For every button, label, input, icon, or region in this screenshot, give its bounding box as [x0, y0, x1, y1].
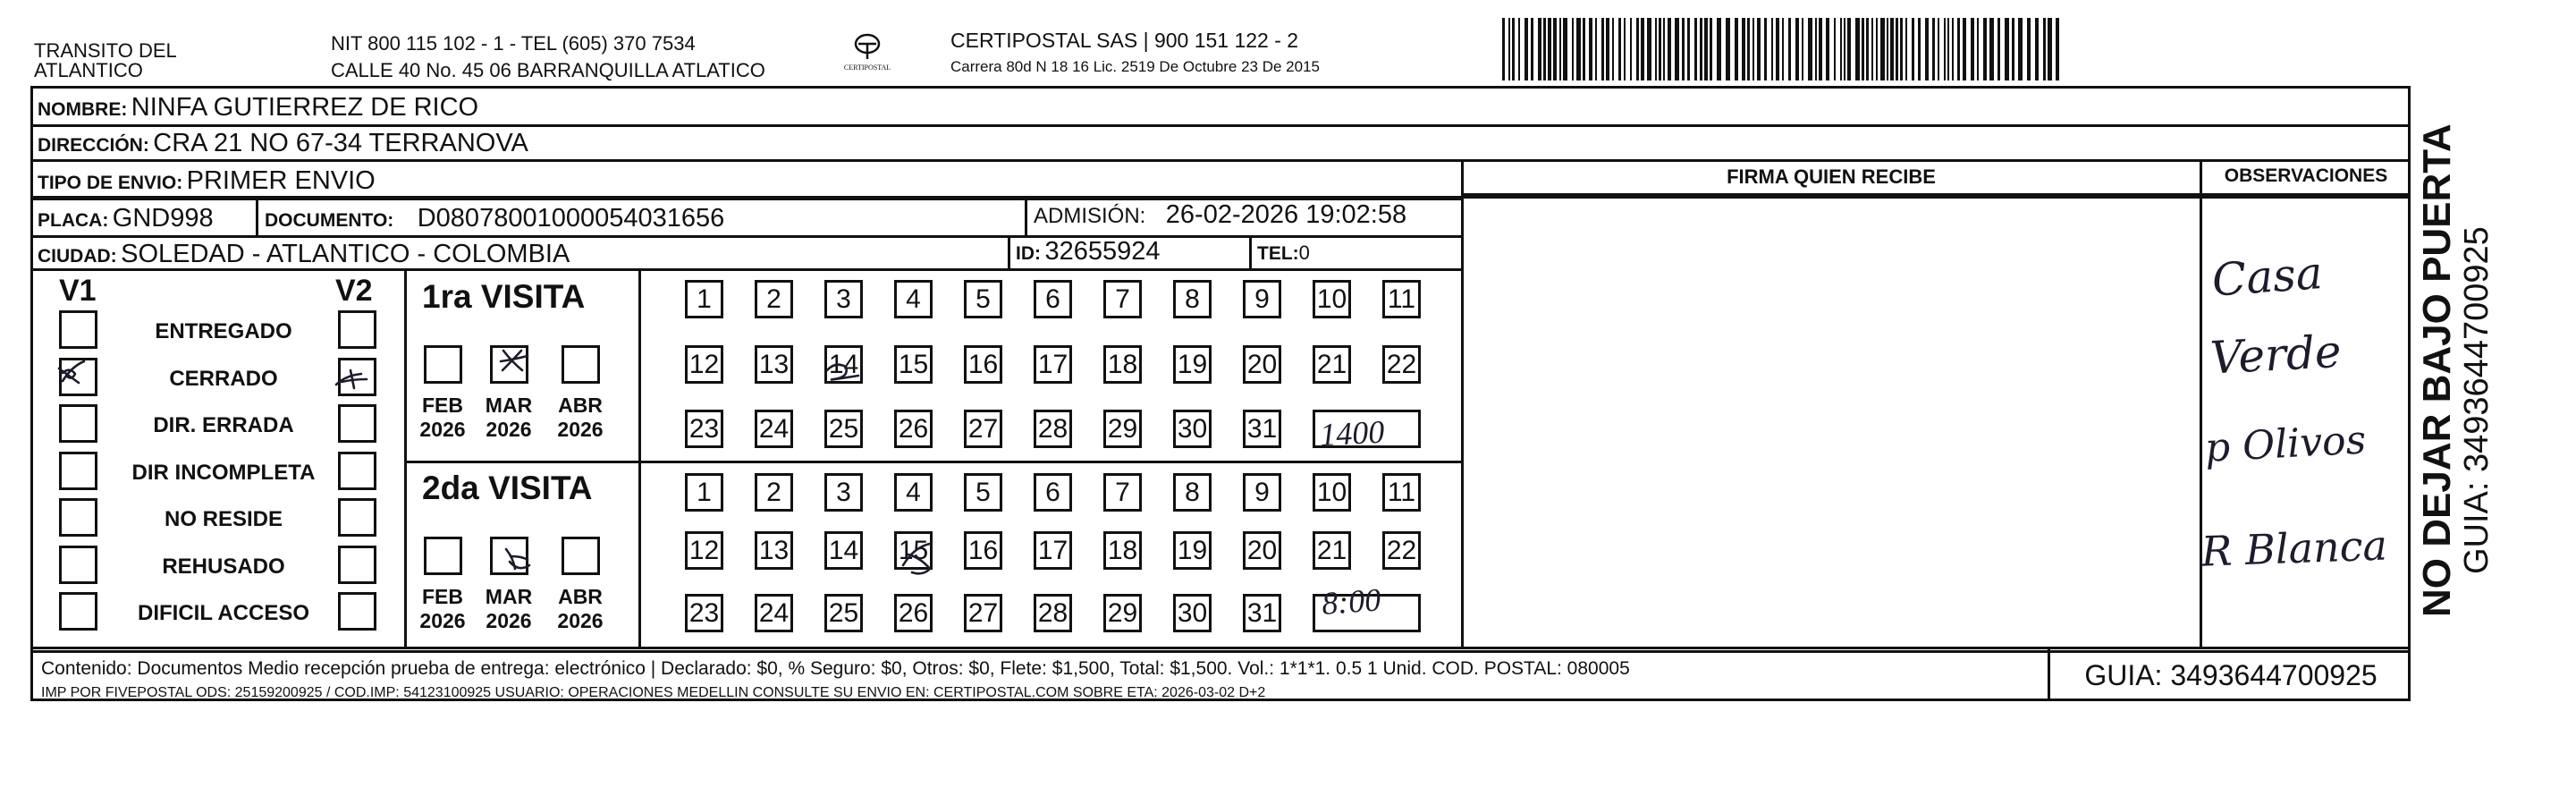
admision-value: 26-02-2026 19:02:58: [1165, 200, 1407, 229]
footer-frame: [30, 647, 2411, 701]
month-year: 2026: [486, 418, 532, 441]
v1-header: V1: [59, 274, 97, 308]
visit-2-title: 2da VISITA: [422, 470, 593, 506]
visit-2-day-box[interactable]: 9: [1243, 473, 1281, 512]
month-name: ABR: [558, 585, 603, 608]
nombre-value: NINFA GUTIERREZ DE RICO: [131, 93, 479, 122]
visit-1-day-box[interactable]: 12: [685, 345, 723, 384]
visit-1-day-box[interactable]: 20: [1243, 345, 1281, 384]
visit-1-day-box[interactable]: 17: [1034, 345, 1072, 384]
visit-1-day-box[interactable]: 21: [1313, 345, 1351, 384]
status-label: DIR. ERRADA: [153, 413, 294, 437]
status-label: ENTREGADO: [155, 319, 292, 343]
visit-2-day-box[interactable]: 17: [1034, 531, 1072, 570]
tipo-label: TIPO DE ENVIO:: [38, 173, 183, 193]
month-name: MAR: [485, 394, 533, 417]
visit-2-day-box[interactable]: 4: [894, 473, 933, 512]
status-label: DIR INCOMPLETA: [131, 460, 316, 485]
visit-2-day-box[interactable]: 5: [964, 473, 1002, 512]
visit-1-day-14-mark: [827, 365, 858, 380]
company-line: CERTIPOSTAL SAS | 900 151 122 - 2: [950, 29, 1299, 52]
side-guia-text: GUIA: 3493644700925: [2458, 226, 2496, 574]
visit-2-day-box[interactable]: 26: [894, 594, 933, 632]
visit-2-day-box[interactable]: 15: [894, 531, 933, 570]
visit-1-day-box[interactable]: 28: [1034, 410, 1072, 448]
visit-2-day-box[interactable]: 10: [1313, 473, 1351, 512]
visit-1-day-box[interactable]: 27: [964, 410, 1002, 448]
visit-1-day-box[interactable]: 5: [964, 280, 1002, 318]
nit-line: NIT 800 115 102 - 1 - TEL (605) 370 7534: [331, 32, 696, 55]
status-label: DIFICIL ACCESO: [137, 601, 309, 625]
firma-header: FIRMA QUIEN RECIBE: [1727, 165, 1936, 188]
visit-1-day-box[interactable]: 1: [685, 280, 723, 318]
visit-2-day-box[interactable]: 21: [1313, 531, 1351, 570]
direccion-value: CRA 21 NO 67-34 TERRANOVA: [153, 129, 528, 157]
v2-header: V2: [335, 274, 373, 308]
tel-label: TEL:: [1257, 243, 1299, 264]
obs-line-1: Casa: [2210, 247, 2325, 307]
month-year: 2026: [419, 609, 466, 632]
visit-1-day-box[interactable]: 9: [1243, 280, 1281, 318]
no-dejar-text: NO DEJAR BAJO PUERTA: [2415, 123, 2459, 617]
visit-2-day-box[interactable]: 28: [1034, 594, 1072, 632]
visit-2-day-box[interactable]: 29: [1103, 594, 1142, 632]
visit-1-day-box[interactable]: 31: [1243, 410, 1281, 448]
visit-2-day-box[interactable]: 22: [1382, 531, 1421, 570]
documento-label: DOCUMENTO:: [265, 210, 394, 231]
visit-1-day-box[interactable]: 13: [755, 345, 793, 384]
address-line: CALLE 40 No. 45 06 BARRANQUILLA ATLATICO: [331, 59, 765, 81]
visit-2-day-box[interactable]: 7: [1103, 473, 1142, 512]
obs-line-4: R Blanca: [2200, 521, 2388, 576]
visit-2-day-box[interactable]: 30: [1173, 594, 1212, 632]
visit-2-day-box[interactable]: 1: [685, 473, 723, 512]
obs-line-2: Verde: [2209, 325, 2343, 385]
visit-2-day-box[interactable]: 3: [824, 473, 863, 512]
visit-2-day-box[interactable]: 12: [685, 531, 723, 570]
visit-2-day-box[interactable]: 6: [1034, 473, 1072, 512]
id-label: ID:: [1016, 243, 1041, 264]
sender-line-2: ATLANTICO: [34, 59, 143, 81]
ciudad-value: SOLEDAD - ATLANTICO - COLOMBIA: [121, 240, 570, 268]
documento-value: D08078001000054031656: [417, 204, 725, 233]
visit-1-day-box[interactable]: 3: [824, 280, 863, 318]
visit-2-day-box[interactable]: 24: [755, 594, 793, 632]
month-name: ABR: [558, 394, 603, 417]
month-year: 2026: [557, 609, 604, 632]
visit-2-day-box[interactable]: 8: [1173, 473, 1212, 512]
visit-1-day-box[interactable]: 2: [755, 280, 793, 318]
month-year: 2026: [557, 418, 604, 441]
visit-2-day-box[interactable]: 25: [824, 594, 863, 632]
visit-1-day-box[interactable]: 18: [1103, 345, 1142, 384]
visit-2-day-box[interactable]: 31: [1243, 594, 1281, 632]
visit-1-day-box[interactable]: 30: [1173, 410, 1212, 448]
visit-2-day-box[interactable]: 18: [1103, 531, 1142, 570]
status-label: REHUSADO: [162, 554, 285, 579]
imp-line-text: IMP POR FIVEPOSTAL ODS: 25159200925 / COD.IMP: 54123100925 USUARIO: OPERACIONES MEDELLIN CONSULTE SU ENVIO EN: CERTIPOSTAL.COM SOBRE ETA: 2026-03-02 D+2: [41, 685, 1266, 700]
ciudad-label: CIUDAD:: [38, 246, 117, 267]
visit-2-day-box[interactable]: 14: [824, 531, 863, 570]
tipo-value: PRIMER ENVIO: [186, 166, 376, 195]
visit-2-day-15-mark: [903, 544, 930, 573]
tel-value: 0: [1298, 241, 1310, 264]
admision-label: ADMISIÓN:: [1034, 204, 1146, 228]
visit-2-day-box[interactable]: 19: [1173, 531, 1212, 570]
sender-line-1: TRANSITO DEL: [34, 39, 177, 62]
visit-1-day-box[interactable]: 8: [1173, 280, 1212, 318]
placa-value: GND998: [112, 204, 214, 233]
logo-text: CERTIPOSTAL: [843, 64, 891, 72]
month-year: 2026: [419, 418, 466, 441]
direccion-label: DIRECCIÓN:: [38, 135, 149, 156]
visit-1-day-box[interactable]: 24: [755, 410, 793, 448]
visit-1-day-box[interactable]: 7: [1103, 280, 1142, 318]
visit-1-mar-mark: [501, 351, 528, 370]
visit-2-day-box[interactable]: 2: [755, 473, 793, 512]
visit-1-day-box[interactable]: 11: [1382, 280, 1421, 318]
visit-2-day-box[interactable]: 16: [964, 531, 1002, 570]
visit-2-day-box[interactable]: 13: [755, 531, 793, 570]
month-year: 2026: [486, 609, 532, 632]
visit-1-day-box[interactable]: 15: [894, 345, 933, 384]
visit-1-day-box[interactable]: 16: [964, 345, 1002, 384]
visit-1-day-box[interactable]: 4: [894, 280, 933, 318]
visit-1-title: 1ra VISITA: [422, 278, 586, 315]
contenido-text: Contenido: Documentos Medio recepción prueba de entrega: electrónico | Declarado: $0, % Seguro: $0, Otros: $0, Flete: $1,500, Total: $1,500. Vol.: 1*1*1. 0.5 1 Unid. COD. POSTAL: 080005: [41, 658, 1630, 679]
obs-line-3: p Olivos: [2203, 417, 2368, 471]
month-name: MAR: [485, 585, 533, 608]
side-vertical: [2416, 98, 2495, 617]
visit-1-day-box[interactable]: 25: [824, 410, 863, 448]
visit-1-day-box[interactable]: 23: [685, 410, 723, 448]
visit-1-day-box[interactable]: 26: [894, 410, 933, 448]
month-name: FEB: [422, 585, 463, 608]
visit-2-day-box[interactable]: 27: [964, 594, 1002, 632]
visit-1-day-box[interactable]: 29: [1103, 410, 1142, 448]
status-label: NO RESIDE: [164, 507, 283, 531]
status-label: CERRADO: [169, 366, 278, 391]
visit-2-day-box[interactable]: 11: [1382, 473, 1421, 512]
v1-cerrado-mark: [59, 361, 84, 383]
visit-1-day-box[interactable]: 10: [1313, 280, 1351, 318]
visit-1-day-box[interactable]: 22: [1382, 345, 1421, 384]
nombre-label: NOMBRE:: [38, 99, 128, 120]
visit-2-day-box[interactable]: 23: [685, 594, 723, 632]
visit-1-day-box[interactable]: 6: [1034, 280, 1072, 318]
month-name: FEB: [422, 394, 463, 417]
visit-2-day-box[interactable]: 20: [1243, 531, 1281, 570]
v2-cerrado-mark: [336, 370, 367, 388]
id-value: 32655924: [1044, 237, 1161, 266]
visit-2-time-text: 8:00: [1320, 581, 1382, 622]
visit-1-day-box[interactable]: 14: [824, 345, 863, 384]
visit-1-time-text: 1400: [1319, 413, 1386, 453]
observaciones-header: OBSERVACIONES: [2224, 165, 2388, 186]
visit-1-day-box[interactable]: 19: [1173, 345, 1212, 384]
placa-label: PLACA:: [38, 210, 109, 231]
license-line: Carrera 80d N 18 16 Lic. 2519 De Octubre 23 De 2015: [950, 58, 1320, 75]
guia-box: GUIA: 3493644700925: [2084, 659, 2378, 691]
visit-2-mar-mark: [506, 549, 529, 569]
